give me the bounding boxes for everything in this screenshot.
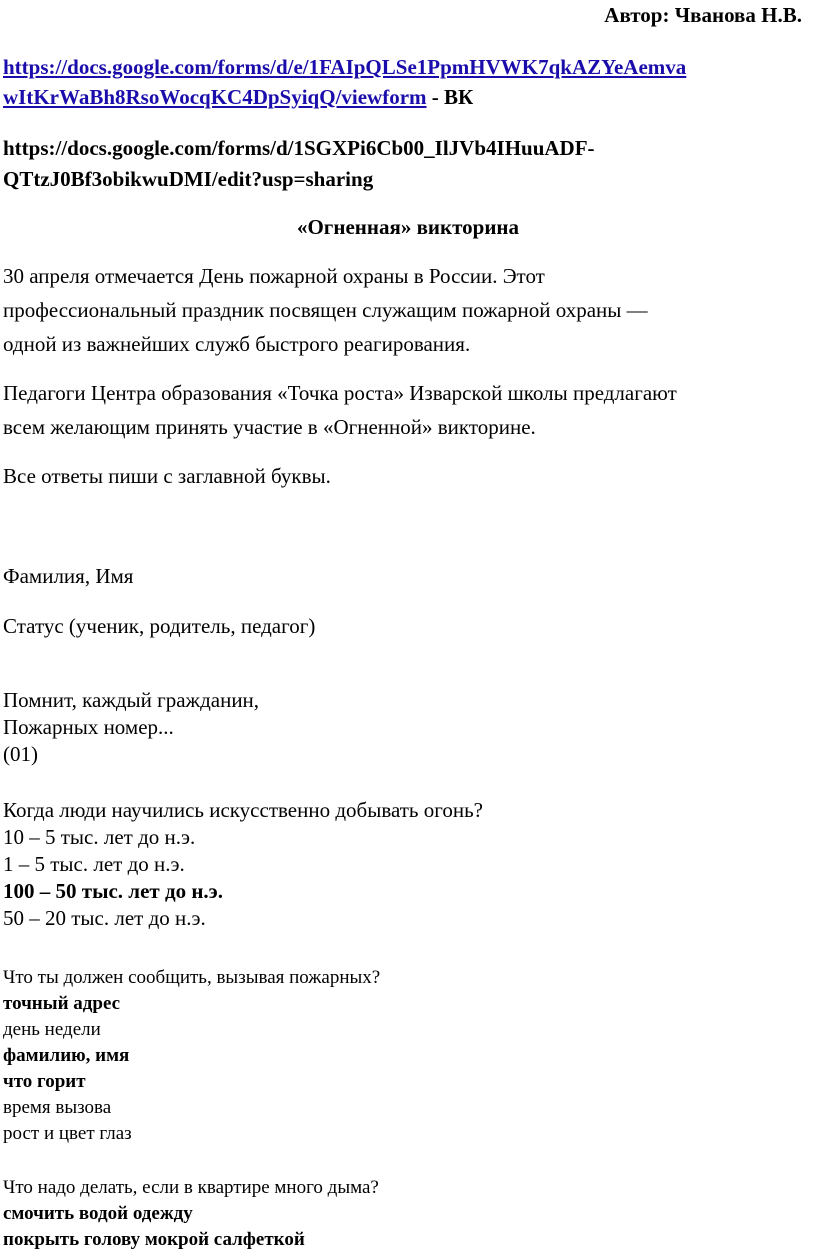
q1-line-2: Пожарных номер... — [3, 715, 174, 739]
q3-option-2: день недели — [3, 1019, 101, 1040]
q2-option-4: 50 – 20 тыс. лет до н.э. — [3, 906, 206, 930]
field-status-text: Статус (ученик, родитель, педагог) — [3, 614, 316, 638]
question-2 — [3, 797, 809, 932]
q3-option-4-correct: что горит — [3, 1071, 86, 1092]
q2-option-3-correct: 100 – 50 тыс. лет до н.э. — [3, 879, 223, 903]
intro-p1-line-2: профессиональный праздник посвящен служащим пожарной охраны — — [3, 298, 648, 322]
intro-p2-line-2: всем желающим принять участие в «Огненной» викторине. — [3, 415, 536, 439]
q3-option-1-correct: точный адрес — [3, 993, 121, 1014]
q4-option-2-correct: покрыть голову мокрой салфеткой — [3, 1229, 305, 1250]
field-name-label — [3, 559, 809, 593]
question-1 — [3, 687, 809, 768]
intro-p2-line-1: Педагоги Центра образования «Точка роста» Изварской школы предлагают — [3, 381, 677, 405]
intro-paragraph-1 — [3, 259, 809, 361]
q4-option-1-correct: смочить водой одежду — [3, 1203, 193, 1224]
edit-form-link-line-1: https://docs.google.com/forms/d/1SGXPi6Cb00_IlJVb4IHuuADF- — [3, 136, 595, 160]
intro-p3-line: Все ответы пиши с заглавной буквы. — [3, 464, 331, 488]
field-name-text: Фамилия, Имя — [3, 564, 134, 588]
vk-form-link-line-1[interactable]: https://docs.google.com/forms/d/e/1FAIpQLSe1PpmHVWK7qkAZYeAemva — [3, 55, 687, 79]
field-status-label — [3, 609, 809, 643]
intro-paragraph-2 — [3, 376, 809, 444]
q3-option-5: время вызова — [3, 1097, 112, 1118]
intro-paragraph-3 — [3, 459, 809, 493]
vk-label: - ВК — [426, 85, 474, 109]
q1-line-1: Помнит, каждый гражданин, — [3, 688, 260, 712]
q2-question: Когда люди научились искусственно добывать огонь? — [3, 798, 483, 822]
edit-form-link-line-2: QTtzJ0Bf3obikwuDMI/edit?usp=sharing — [3, 167, 374, 191]
q2-option-2: 1 – 5 тыс. лет до н.э. — [3, 852, 185, 876]
vk-form-link-line-2[interactable]: wItKrWaBh8RsoWocqKC4DpSyiqQ/viewform — [3, 85, 427, 109]
question-4 — [3, 1175, 809, 1253]
intro-p1-line-1: 30 апреля отмечается День пожарной охраны в России. Этот — [3, 264, 545, 288]
edit-form-link-block — [3, 133, 809, 195]
question-3 — [3, 965, 809, 1147]
q1-answer: (01) — [3, 742, 38, 766]
q3-question: Что ты должен сообщить, вызывая пожарных? — [3, 967, 381, 988]
author-line: Автор: Чванова Н.В. — [604, 3, 802, 27]
vk-form-link-block — [3, 52, 809, 112]
q3-option-3-correct: фамилию, имя — [3, 1045, 130, 1066]
q2-option-1: 10 – 5 тыс. лет до н.э. — [3, 825, 196, 849]
intro-p1-line-3: одной из важнейших служб быстрого реагирования. — [3, 332, 471, 356]
q3-option-6: рост и цвет глаз — [3, 1123, 132, 1144]
quiz-title: «Огненная» викторина — [296, 215, 520, 239]
q4-question: Что надо делать, если в квартире много дыма? — [3, 1177, 379, 1198]
